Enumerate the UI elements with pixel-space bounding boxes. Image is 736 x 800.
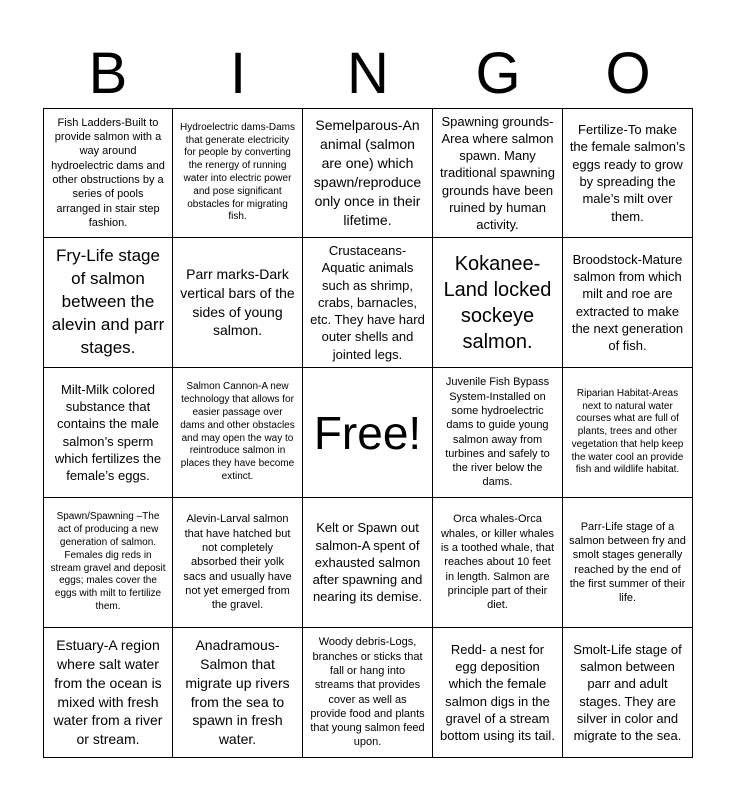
bingo-cell: Juvenile Fish Bypass System-Installed on some hydroelectric dams to guide young salmon away from turbines and safely to the river below the dams. — [433, 368, 563, 498]
bingo-cell: Crustaceans-Aquatic animals such as shrimp, crabs, barnacles, etc. They have hard outer shells and jointed legs. — [303, 238, 433, 368]
bingo-cell: Fish Ladders-Built to provide salmon with a way around hydroelectric dams and other obstructions by a series of pools arranged in stair step fashion. — [43, 108, 173, 238]
bingo-cell: Smolt-Life stage of salmon between parr and adult stages. They are silver in color and migrate to the sea. — [563, 628, 693, 758]
bingo-cell: Woody debris-Logs, branches or sticks that fall or hang into streams that provides cover as well as provide food and plants that young salmon feed upon. — [303, 628, 433, 758]
bingo-cell: Kelt or Spawn out salmon-A spent of exhausted salmon after spawning and nearing its demise. — [303, 498, 433, 628]
bingo-cell: Alevin-Larval salmon that have hatched but not completely absorbed their yolk sacs and usually have not yet emerged from the gravel. — [173, 498, 303, 628]
bingo-cell: Kokanee-Land locked sockeye salmon. — [433, 238, 563, 368]
header-letter-o: O — [605, 41, 651, 106]
bingo-cell: Orca whales-Orca whales, or killer whales is a toothed whale, that reaches about 10 feet in length. Salmon are principle part of their diet. — [433, 498, 563, 628]
header-letter-n: N — [347, 41, 389, 106]
bingo-cell: Hydroelectric dams-Dams that generate electricity for people by converting the renergy of running water into electric power and pose significant obstacles for migrating fish. — [173, 108, 303, 238]
header-letter-b: B — [88, 41, 128, 106]
free-space: Free! — [303, 368, 433, 498]
bingo-header — [43, 40, 693, 108]
bingo-cell: Spawning grounds-Area where salmon spawn. Many traditional spawning grounds have been ruined by human activity. — [433, 108, 563, 238]
bingo-cell: Fry-Life stage of salmon between the alevin and parr stages. — [43, 238, 173, 368]
bingo-cell: Fertilize-To make the female salmon’s eggs ready to grow by spreading the male’s milt over them. — [563, 108, 693, 238]
bingo-cell: Salmon Cannon-A new technology that allows for easier passage over dams and other obstacles and may open the way to reintroduce salmon in places they have become extinct. — [173, 368, 303, 498]
bingo-cell: Broodstock-Mature salmon from which milt and roe are extracted to make the next generation of fish. — [563, 238, 693, 368]
bingo-cell: Semelparous-An animal (salmon are one) which spawn/reproduce only once in their lifetime. — [303, 108, 433, 238]
bingo-board — [43, 108, 693, 758]
bingo-cell: Redd- a nest for egg deposition which the female salmon digs in the gravel of a stream bottom using its tail. — [433, 628, 563, 758]
bingo-cell: Estuary-A region where salt water from the ocean is mixed with fresh water from a river or stream. — [43, 628, 173, 758]
bingo-cell: Parr-Life stage of a salmon between fry and smolt stages generally reached by the end of the first summer of their life. — [563, 498, 693, 628]
bingo-cell: Anadramous-Salmon that migrate up rivers from the sea to spawn in fresh water. — [173, 628, 303, 758]
header-letter-g: G — [475, 41, 521, 106]
bingo-cell: Riparian Habitat-Areas next to natural water courses what are full of plants, trees and other vegetation that help keep the water cool an provide fish and wildlife habitat. — [563, 368, 693, 498]
bingo-cell: Milt-Milk colored substance that contains the male salmon’s sperm which fertilizes the female’s eggs. — [43, 368, 173, 498]
header-letter-i: I — [229, 41, 247, 106]
bingo-cell: Parr marks-Dark vertical bars of the sides of young salmon. — [173, 238, 303, 368]
bingo-cell: Spawn/Spawning –The act of producing a new generation of salmon. Females dig reds in stream gravel and deposit eggs; males cover the eggs with milt to fertilize them. — [43, 498, 173, 628]
